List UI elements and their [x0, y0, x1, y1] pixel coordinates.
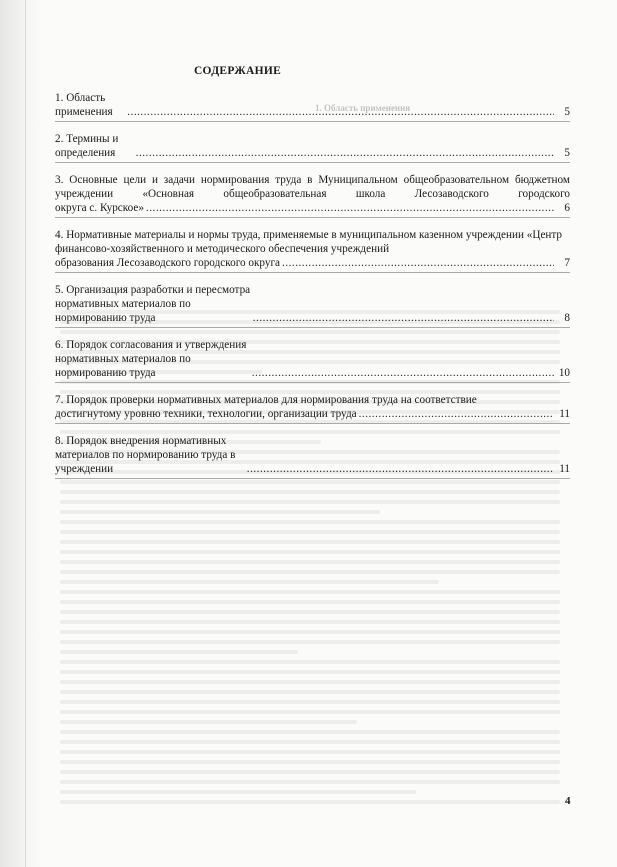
bleed-through-line [60, 510, 380, 514]
bleed-through-line [60, 560, 560, 564]
bleed-through-line [60, 540, 560, 544]
toc-entry-page: 7 [564, 257, 570, 269]
toc-entry-text-last: образования Лесозаводского городского округа [55, 257, 281, 269]
toc-entry-page: 5 [564, 106, 570, 118]
bleed-through-line [60, 770, 560, 774]
toc-leader-dots [359, 407, 554, 421]
toc-entry-4 [55, 227, 570, 273]
toc-entry-text: 1. Область применения [55, 92, 113, 118]
toc-entry-page: 10 [558, 367, 570, 379]
toc-entry-text: 6. Порядок согласования и утверждения нормативных материалов по нормированию труда [55, 339, 247, 379]
toc-entry-page: 11 [559, 408, 570, 420]
toc-entry-text: 5. Организация разработки и пересмотра нормативных материалов по нормированию труда [55, 284, 251, 324]
bleed-through-line [60, 610, 560, 614]
bleed-through-line [60, 570, 560, 574]
bleed-through-line [60, 490, 560, 494]
binding-shadow [0, 0, 42, 867]
toc-entry-3 [55, 172, 570, 218]
toc-entry-1 [55, 90, 570, 122]
bleed-through-title: 1. Область применения [315, 103, 411, 113]
toc-entry-6 [55, 337, 570, 383]
bleed-through-line [60, 590, 560, 594]
toc-entry-page: 8 [564, 312, 570, 324]
bleed-through-line [60, 790, 416, 794]
bleed-through-line [60, 660, 560, 664]
page-edge-line [25, 0, 26, 867]
bleed-through-line [60, 710, 560, 714]
bleed-through-line [60, 620, 560, 624]
toc-leader-dots [282, 256, 554, 270]
toc-entry-text-last: достигнутому уровню техники, технологии, организации труда [55, 408, 357, 420]
toc-leader-dots [253, 311, 554, 325]
bleed-through-line [60, 520, 560, 524]
bleed-through-line [60, 780, 560, 784]
page-number: 4 [565, 795, 571, 807]
toc-leader-dots [146, 201, 554, 215]
toc-entry-text-first: 3. Основные цели и задачи нормирования труда в Муниципальном общеобразовательном бюджетном учреждении «Основная общеобразовательная школа Лесозаводского городского [55, 174, 570, 200]
toc-entry-5 [55, 282, 570, 328]
bleed-through-line [60, 670, 560, 674]
bleed-through-line [60, 750, 560, 754]
bleed-through-line [60, 720, 357, 724]
toc-heading: СОДЕРЖАНИЕ [193, 65, 282, 77]
bleed-through-line [60, 600, 560, 604]
bleed-through-line [60, 550, 560, 554]
toc-entry-page: 11 [559, 463, 570, 475]
bleed-through-line [60, 580, 439, 584]
toc-entry-text-first: 4. Нормативные материалы и нормы труда, применяемые в муниципальном казенном учреждении «Центр финансово-хозяйственного и методического обеспечения учреждений [55, 229, 563, 255]
toc-entry-page: 5 [564, 147, 570, 159]
toc-leader-dots [247, 462, 554, 476]
toc-entry-7 [55, 392, 570, 424]
toc-entry-text-last: округа с. Курское» [55, 202, 144, 214]
toc-leader-dots [136, 146, 554, 160]
bleed-through-line [60, 630, 560, 634]
toc-leader-dots [252, 366, 554, 380]
toc-entry-text: 8. Порядок внедрения нормативных материалов по нормированию труда в учреждении [55, 435, 236, 475]
toc-entry-8 [55, 433, 570, 479]
bleed-through-line [60, 690, 560, 694]
table-of-contents [55, 64, 570, 488]
bleed-through-line [60, 530, 560, 534]
toc-entry-2 [55, 131, 570, 163]
toc-entry-text: 2. Термины и определения [55, 133, 119, 159]
bleed-through-line [60, 500, 560, 504]
toc-entry-page: 6 [564, 202, 570, 214]
bleed-through-line [60, 740, 560, 744]
bleed-through-line [60, 640, 560, 644]
bleed-through-line [60, 730, 560, 734]
bleed-through-line [60, 680, 560, 684]
toc-entry-text-first: 7. Порядок проверки нормативных материалов для нормирования труда на соответствие [55, 394, 477, 406]
bleed-through-line [60, 760, 560, 764]
toc-leader-dots [127, 105, 554, 119]
bleed-through-line [60, 700, 560, 704]
bleed-through-line [60, 650, 298, 654]
bleed-through-line [60, 800, 560, 804]
